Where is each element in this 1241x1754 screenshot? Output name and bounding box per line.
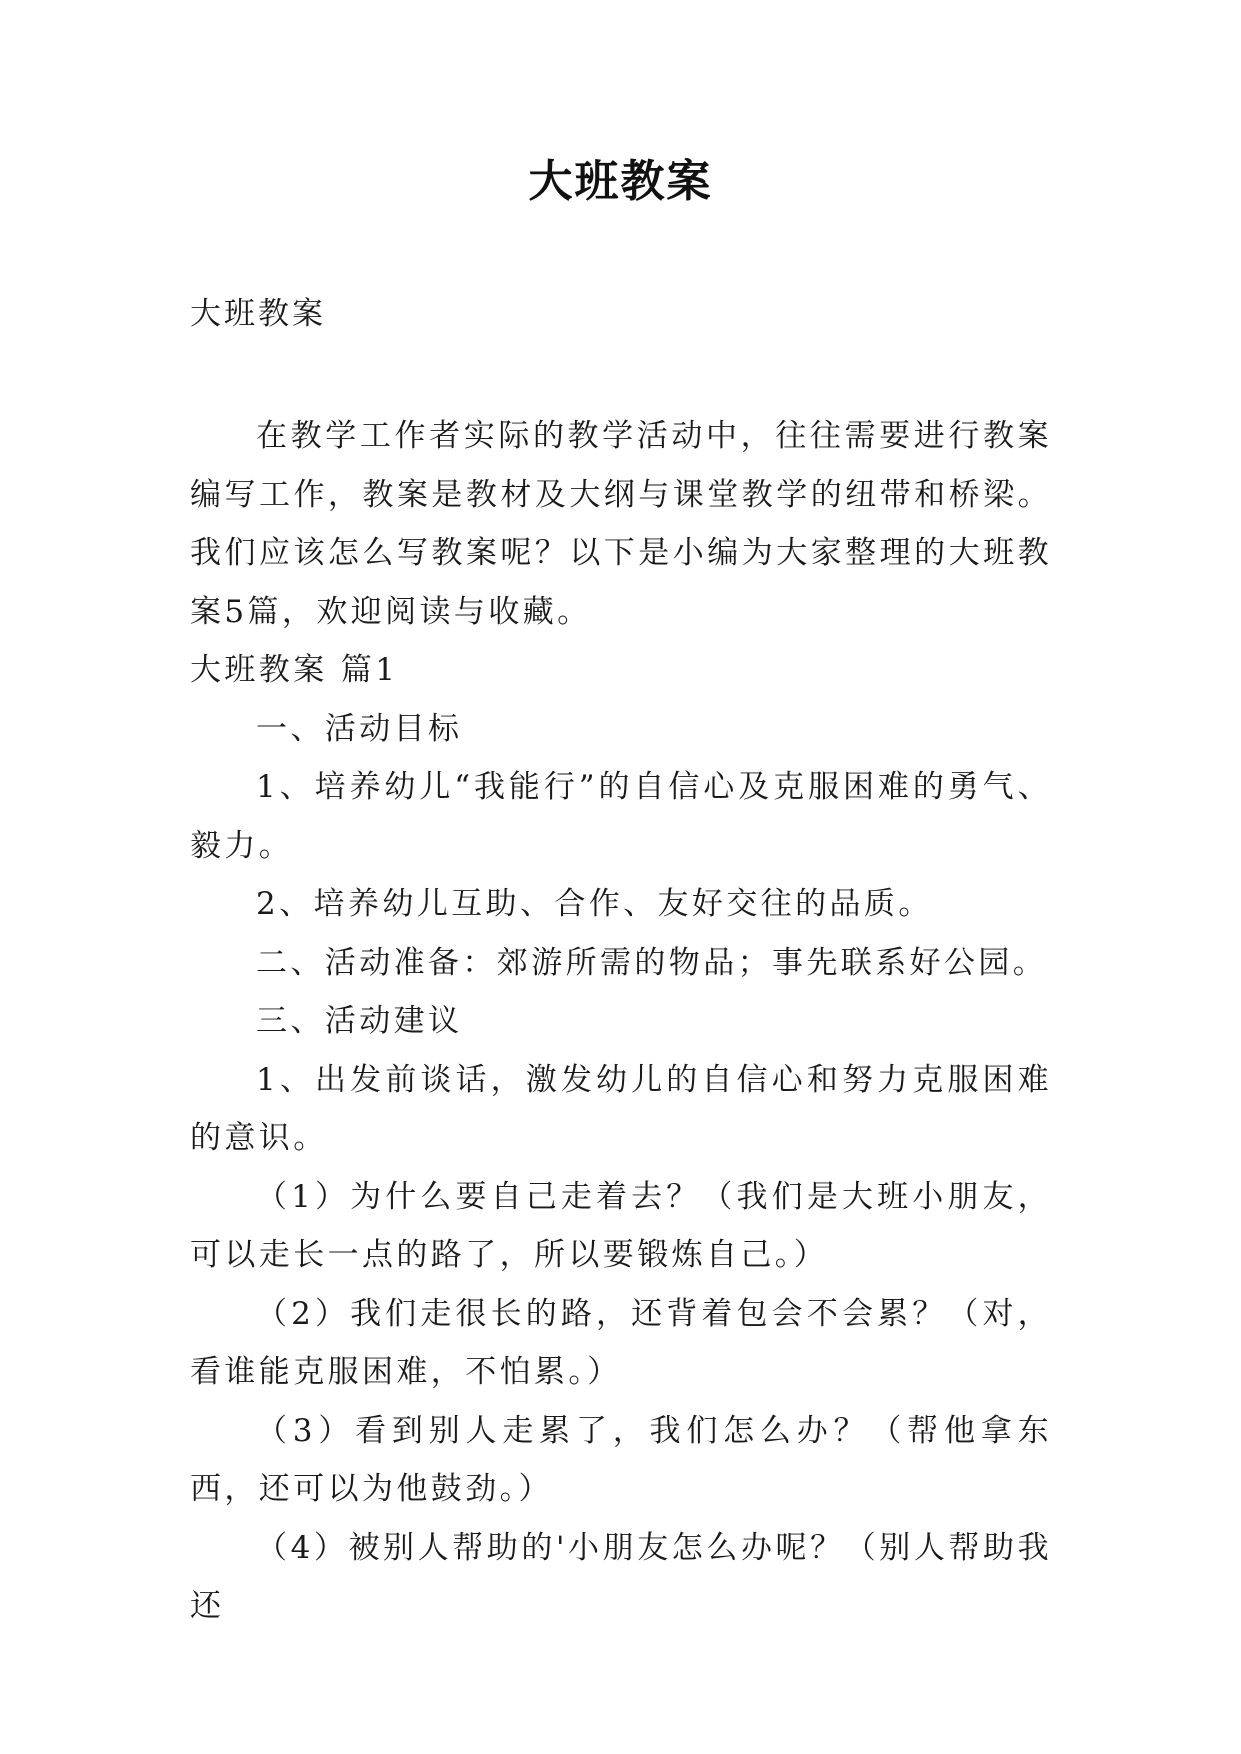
paragraph: 2、培养幼儿互助、合作、友好交往的品质。	[256, 886, 933, 922]
paragraph: 二、活动准备：郊游所需的物品；事先联系好公园。	[256, 944, 1048, 981]
paragraph: （1）为什么要自己走着去？（我们是大班小朋友，可以走长一点的路了，所以要锻炼自己。）	[190, 1178, 1052, 1273]
paragraph: 大班教案 篇1	[190, 652, 399, 688]
document-subtitle: 大班教案	[190, 296, 326, 332]
paragraph: 一、活动目标	[256, 710, 463, 747]
paragraph: 1、出发前谈话，激发幼儿的自信心和努力克服困难的意识。	[190, 1061, 1052, 1156]
paragraph: （2）我们走很长的路，还背着包会不会累？（对，看谁能克服困难，不怕累。）	[190, 1295, 1052, 1390]
paragraph: 三、活动建议	[256, 1003, 463, 1039]
paragraph: 在教学工作者实际的教学活动中，往往需要进行教案编写工作，教案是教材及大纲与课堂教学的纽带和桥梁。我们应该怎么写教案呢？以下是小编为大家整理的大班教案5篇，欢迎阅读与收藏。	[190, 418, 1052, 630]
paragraph: （3）看到别人走累了，我们怎么办？（帮他拿东西，还可以为他鼓劲。）	[190, 1412, 1052, 1507]
paragraph: （4）被别人帮助的'小朋友怎么办呢？（别人帮助我还	[190, 1529, 1052, 1624]
document-body	[190, 407, 1052, 1636]
document-title: 大班教案	[528, 156, 713, 207]
paragraph: 1、培养幼儿“我能行”的自信心及克服困难的勇气、毅力。	[190, 769, 1052, 864]
